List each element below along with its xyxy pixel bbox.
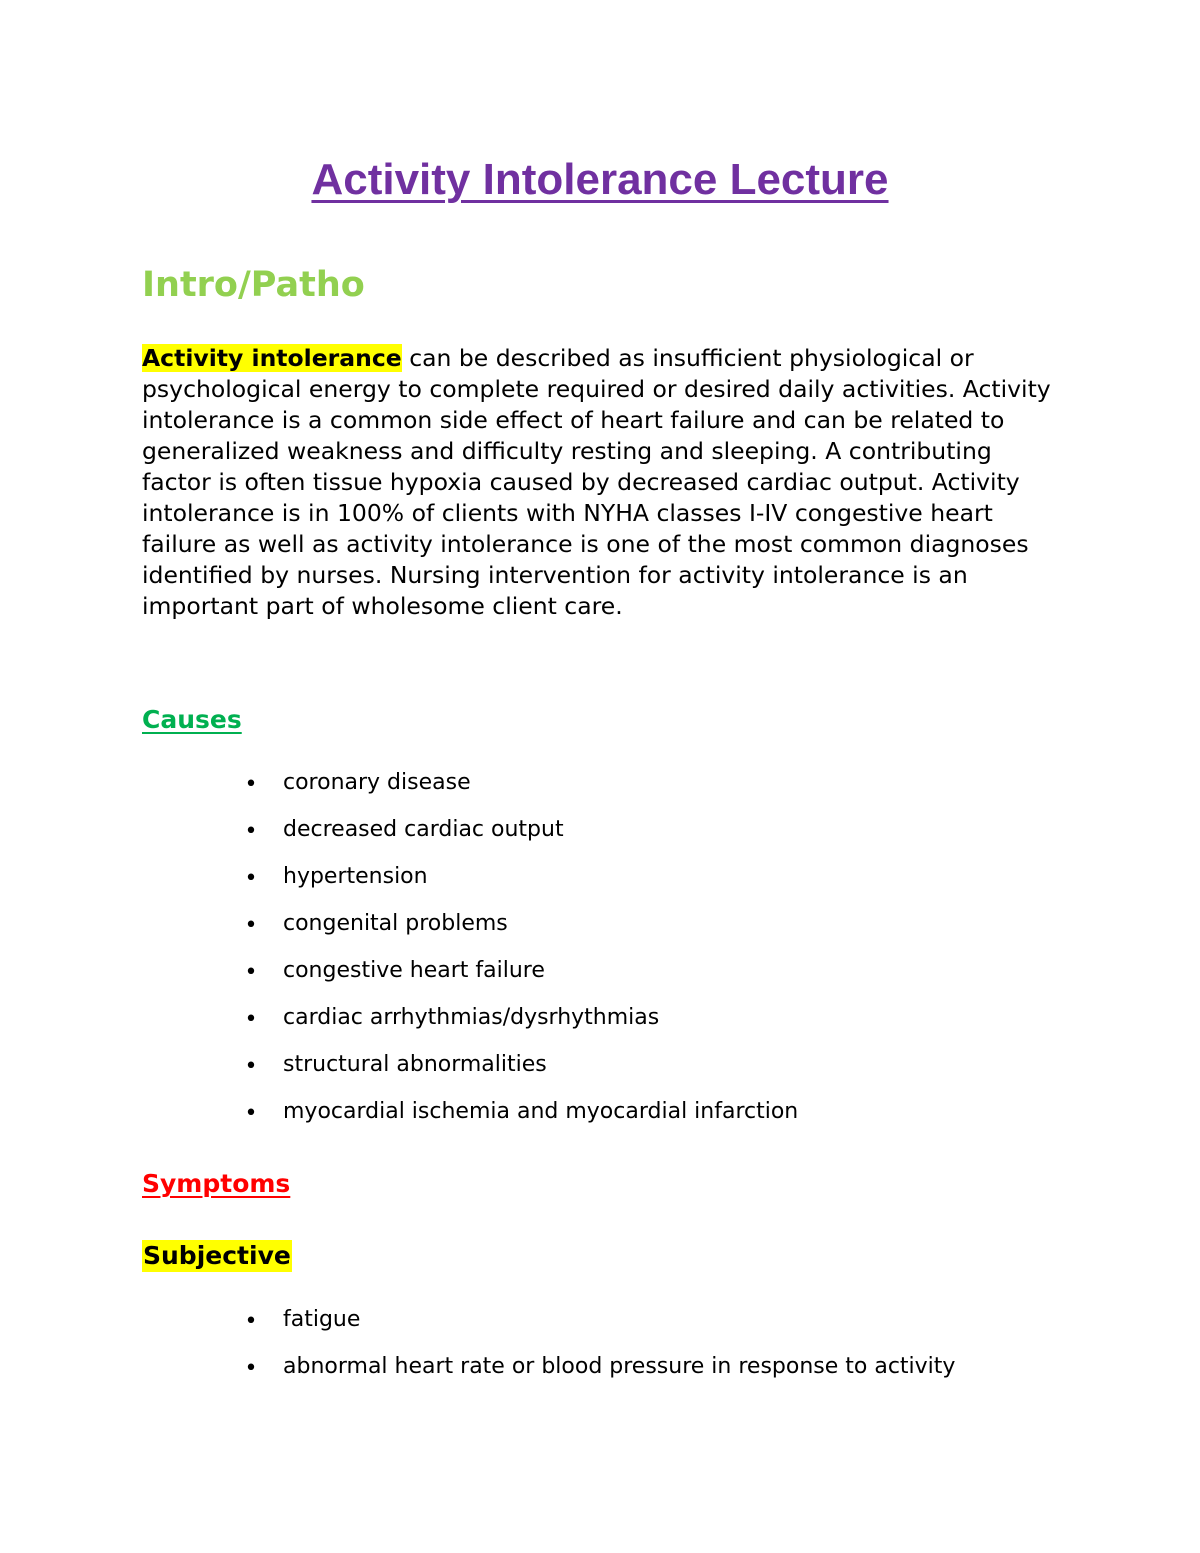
document-title: Activity Intolerance Lecture: [311, 155, 889, 204]
intro-paragraph-text: can be described as insufficient physiological or psychological energy to complete required or desired daily activities. Activity intolerance is a common side effect of heart failure and can be related to generalized weakness and difficulty resting and sleeping. A contributing factor is often tissue hypoxia caused by decreased cardiac output. Activity intolerance is in 100% of clients with NYHA classes I-IV congestive heart failure as well as activity intolerance is one of the most common diagnoses identified by nurses. Nursing intervention for activity intolerance is an important part of wholesome client care.: [142, 344, 1051, 620]
list-item-text: fatigue: [283, 1307, 361, 1332]
bullet-icon: •: [244, 866, 258, 891]
bullet-icon: •: [244, 913, 258, 938]
highlighted-term: Activity intolerance: [142, 344, 402, 372]
list-item-text: abnormal heart rate or blood pressure in response to activity: [283, 1354, 956, 1379]
list-item-text: myocardial ischemia and myocardial infarction: [283, 1099, 799, 1124]
bullet-icon: •: [244, 1309, 258, 1334]
list-item-text: coronary disease: [283, 770, 471, 795]
bullet-icon: •: [244, 1007, 258, 1032]
list-item-text: hypertension: [283, 864, 428, 889]
list-item-text: structural abnormalities: [283, 1052, 547, 1077]
intro-paragraph: [142, 343, 1062, 622]
list-item-text: cardiac arrhythmias/dysrhythmias: [283, 1005, 660, 1030]
bullet-icon: •: [244, 772, 258, 797]
causes-heading: Causes: [142, 705, 242, 734]
list-item-text: congestive heart failure: [283, 958, 545, 983]
bullet-icon: •: [244, 1054, 258, 1079]
bullet-icon: •: [244, 819, 258, 844]
symptoms-heading: Symptoms: [142, 1169, 291, 1198]
list-item-text: decreased cardiac output: [283, 817, 564, 842]
bullet-icon: •: [244, 1101, 258, 1126]
intro-patho-heading: Intro/Patho: [142, 265, 365, 305]
bullet-icon: •: [244, 960, 258, 985]
bullet-icon: •: [244, 1356, 258, 1381]
list-item-text: congenital problems: [283, 911, 508, 936]
subjective-heading: Subjective: [143, 1241, 291, 1270]
